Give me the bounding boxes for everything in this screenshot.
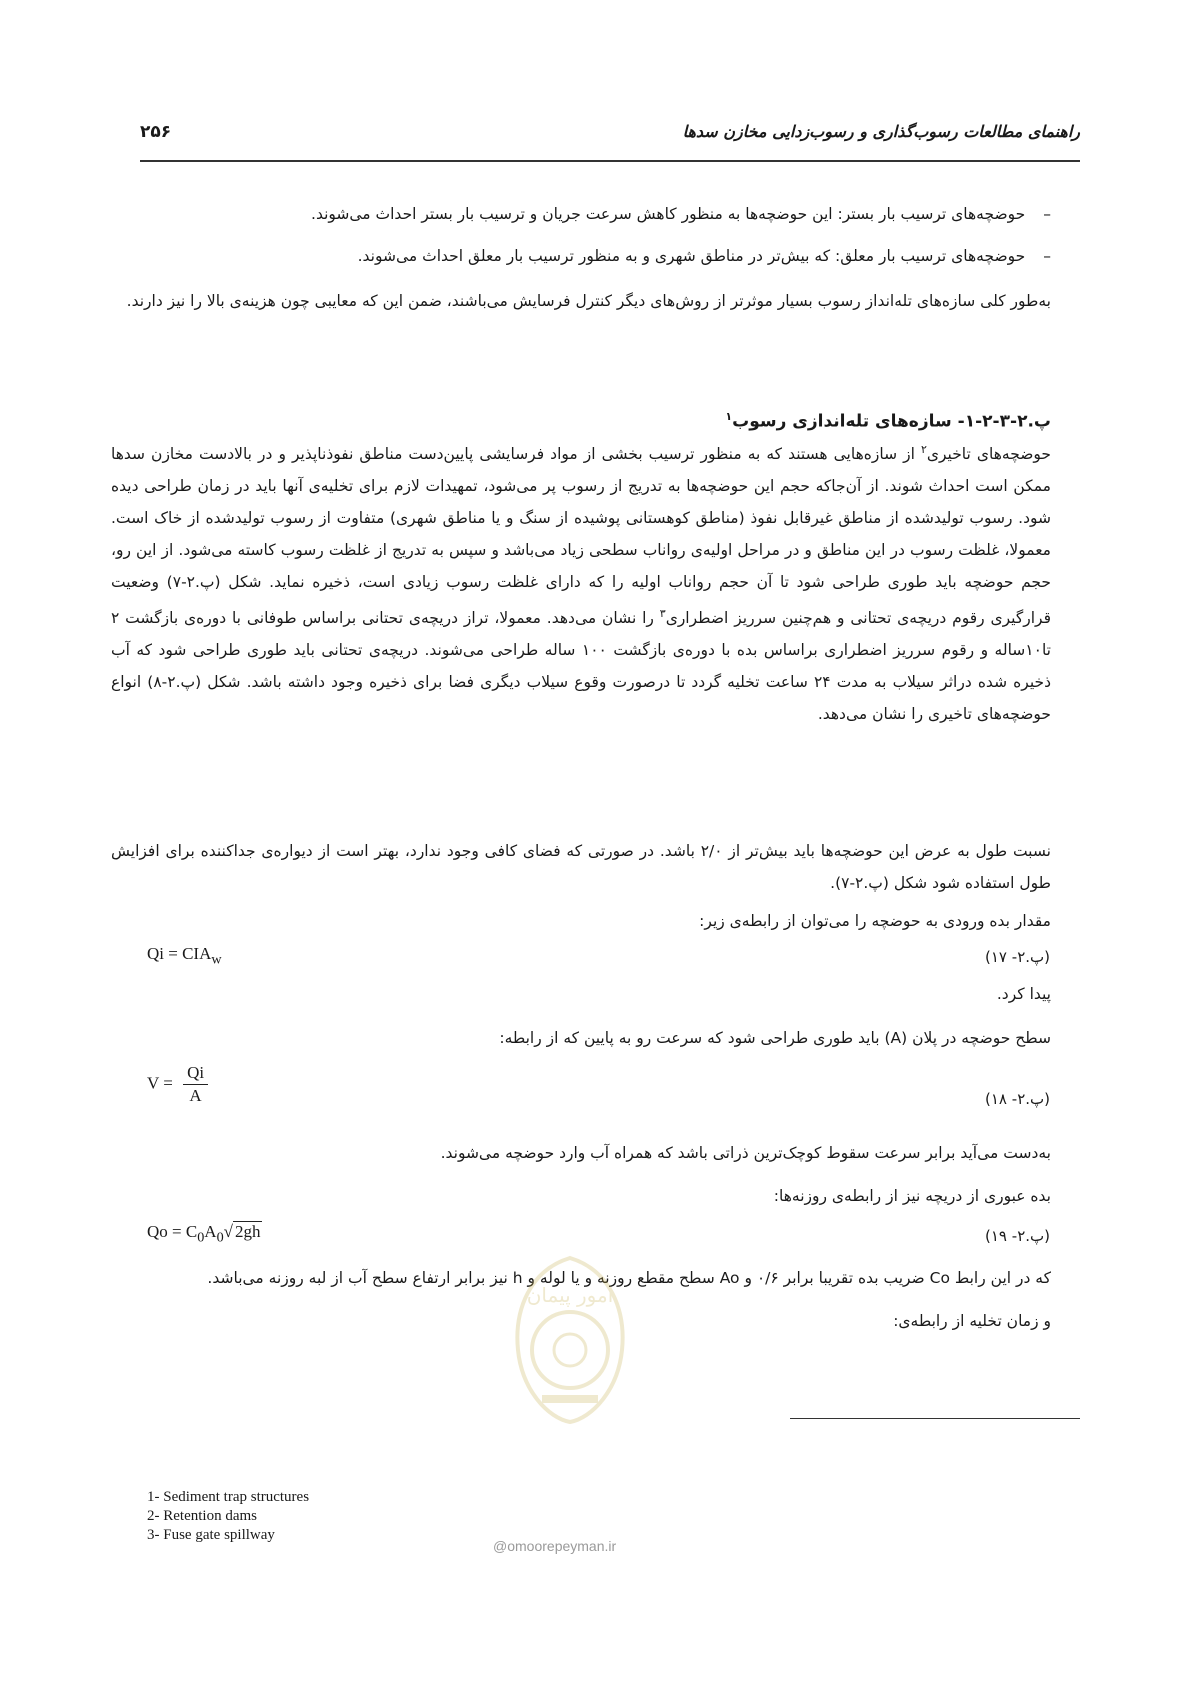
bullet-text: حوضچه‌های ترسیب بار بستر: این حوضچه‌ها به منظور کاهش سرعت جریان و ترسیب بار بستر احداث می‌شوند. [311, 205, 1026, 223]
dash-bullet-icon: – [1043, 247, 1051, 265]
header-divider [140, 160, 1080, 162]
fraction-numerator: Qi [183, 1062, 208, 1085]
orifice-line: بده عبوری از دریچه نیز از رابطه‌ی روزنه‌ها: [773, 1187, 1051, 1205]
intro-paragraph: به‌طور کلی سازه‌های تله‌انداز رسوب بسیار موثرتر از روش‌های دیگر کنترل فرسایش می‌باشند، ضمن این که معایبی چون هزینه‌ی بالا را نیز دارند. [126, 292, 1051, 310]
equation-17 [147, 944, 222, 968]
equation-18-label: (پ.۲- ۱۸) [985, 1090, 1050, 1108]
section-heading [111, 410, 1051, 432]
main-paragraph-text: حوضچه‌های تاخیری [926, 445, 1051, 464]
found-line: پیدا کرد. [996, 985, 1051, 1003]
equation-lhs: Qo = C [147, 1222, 198, 1241]
running-title: راهنمای مطالعات رسوب‌گذاری و رسوب‌زدایی مخازن سدها [682, 122, 1080, 141]
equation-subscript: 0 [216, 1229, 224, 1246]
bullet-item [151, 198, 1051, 230]
fraction [183, 1062, 208, 1107]
footnote-ref: ۱ [725, 410, 733, 423]
footnote-item: 3- Fuse gate spillway [147, 1527, 275, 1543]
watermark-url: omoorepeyman.ir [507, 1538, 617, 1554]
drain-time-line: و زمان تخلیه از رابطه‌ی: [893, 1312, 1051, 1330]
equation-term: A [204, 1222, 217, 1241]
footnote-item: 2- Retention dams [147, 1508, 257, 1524]
page-number: ۲۵۶ [140, 122, 172, 142]
footnote-ref: ۳ [659, 607, 666, 621]
equation-lhs: V = [147, 1073, 173, 1093]
fraction-denominator: A [189, 1086, 202, 1105]
bullet-text: حوضچه‌های ترسیب بار معلق: که بیش‌تر در مناطق شهری و به منظور ترسیب بار معلق احداث می‌شوند. [357, 247, 1026, 265]
main-paragraph [111, 434, 1051, 730]
equation-18 [147, 1062, 208, 1107]
page-header [140, 122, 1080, 152]
sqrt-icon: √ [223, 1222, 233, 1241]
bullet-item [151, 240, 1051, 272]
area-line: سطح حوضچه در پلان (A) باید طوری طراحی شود که سرعت رو به پایین که از رابطه: [499, 1029, 1051, 1047]
main-paragraph-text: را نشان می‌دهد. معمولا، تراز دریچه‌ی تحتانی براساس طوفانی با دوره‌ی بازگشت ۲ تا۱۰ساله و رقوم سرریز اضطراری براساس بده با دوره‌ی بازگشت ۱۰۰ ساله طراحی می‌شوند. دریچه‌ی تحتانی باید طوری طراحی شود که آب ذخیره شده دراثر سیلاب به مدت ۲۴ ساعت تخلیه گردد تا درصورت وقوع سیلاب دیگری فضا برای ذخیره وجود داشته باشد. شکل (پ.۲-۸) انواع حوضچه‌های تاخیری را نشان می‌دهد. [111, 609, 1051, 724]
equation-19-label: (پ.۲- ۱۹) [985, 1227, 1050, 1245]
footnotes [147, 1488, 309, 1545]
equation-19 [147, 1222, 262, 1246]
section-heading-text: پ.۲-۳-۲-۱- سازه‌های تله‌اندازی رسوب [732, 411, 1051, 432]
sqrt-radicand: 2gh [234, 1222, 261, 1241]
watermark-logo-icon [500, 1250, 640, 1430]
footnote-divider [790, 1418, 1080, 1419]
ratio-paragraph: نسبت طول به عرض این حوضچه‌ها باید بیش‌تر از ۲/۰ باشد. در صورتی که فضای کافی وجود ندارد، بهتر است از دیواره‌ی جداکننده برای افزایش طول استفاده شود شکل (پ.۲-۷). [111, 842, 1051, 892]
footnote-ref: ۲ [920, 443, 927, 456]
footnote-item: 1- Sediment trap structures [147, 1489, 310, 1505]
equation-17-label: (پ.۲- ۱۷) [985, 948, 1050, 966]
equation-subscript: w [211, 951, 222, 968]
equation-lhs: Qi = CIA [147, 944, 212, 963]
main-paragraph-text: از سازه‌هایی هستند که به منظور ترسیب بخشی از مواد فرسایشی پایین‌دست مناطق نفوذناپذیر و در بالادست مخازن سدها ممکن است احداث شوند. از آن‌جاکه حجم این حوضچه‌ها به تدریج از رسوب پر می‌شود، تمهیدات لازم برای تخلیه‌ی آنها باید در زمان طراحی دیده شود. رسوب تولیدشده از مناطق غیرقابل نفوذ (مناطق کوهستانی پوشیده از سنگ و یا مناطق شهری) متفاوت از رسوب تولیدشده از خاک است. معمولا، غلظت رسوب در این مناطق و در مراحل اولیه‌ی رواناب سطحی زیاد می‌باشد و سپس به تدریج از غلظت رسوب کاسته می‌شود. از این رو، حجم حوضچه باید طوری طراحی شود تا آن حجم رواناب اولیه را که دارای غلظت رسوب زیادی است، ذخیره نماید. شکل (پ.۲-۷) وضعیت قرارگیری رقوم دریچه‌ی تحتانی و هم‌چنین سرریز اضطراری [111, 445, 1051, 628]
coefficient-line: که در این رابط Co ضریب بده تقریبا برابر ۰/۶ و Ao سطح مقطع روزنه و یا لوله و h نیز برابر ارتفاع سطح آب از لبه روزنه می‌باشد. [207, 1269, 1051, 1287]
settle-line: به‌دست می‌آید برابر سرعت سقوط کوچک‌ترین ذراتی باشد که همراه آب وارد حوضچه می‌شوند. [440, 1144, 1051, 1162]
watermark-text: @omoorepeyman.ir [493, 1538, 617, 1554]
dash-bullet-icon: – [1043, 205, 1051, 223]
watermark-logo-text: امور پیمان [526, 1283, 614, 1307]
inflow-line: مقدار بده ورودی به حوضچه را می‌توان از رابطه‌ی زیر: [699, 912, 1051, 930]
equation-subscript: 0 [197, 1229, 205, 1246]
